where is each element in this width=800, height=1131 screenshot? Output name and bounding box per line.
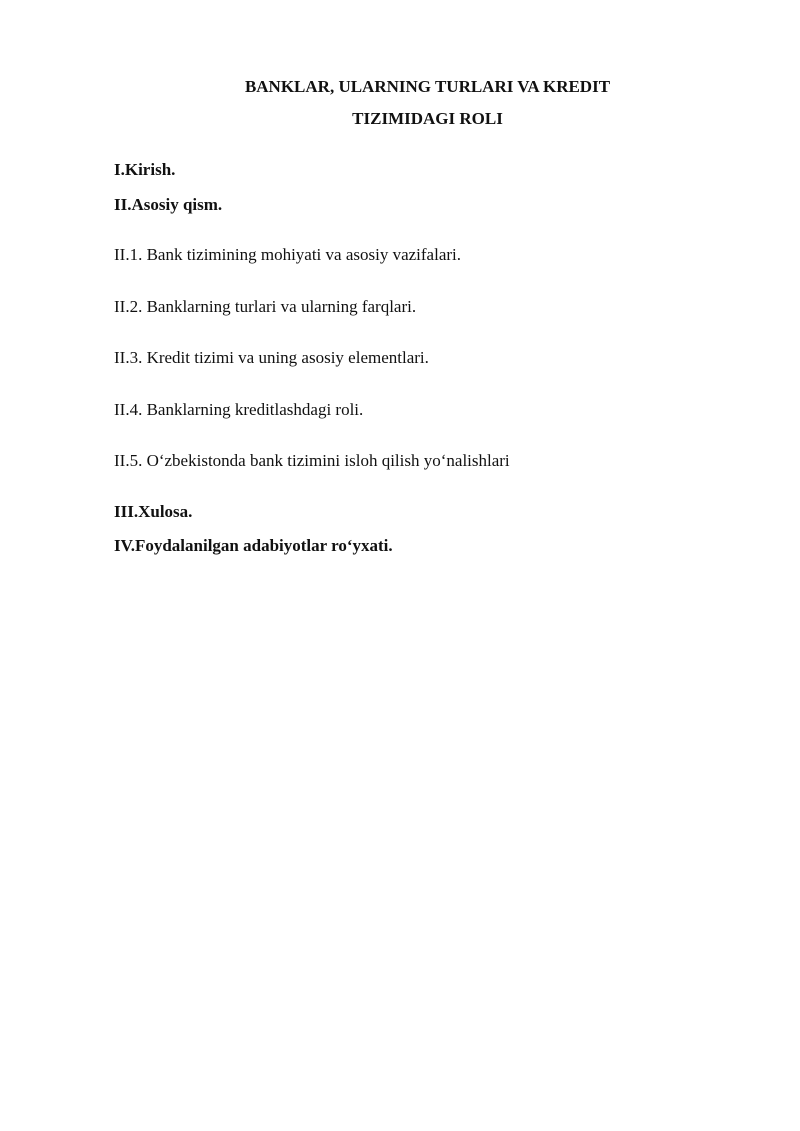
document-title-line-2: TIZIMIDAGI ROLI xyxy=(352,109,503,128)
toc-item-introduction: I.Kirish. xyxy=(114,160,176,179)
toc-item-2-1: II.1. Bank tizimining mohiyati va asosiy vazifalari. xyxy=(114,245,461,264)
toc-item-conclusion: III.Xulosa. xyxy=(114,502,193,521)
toc-item-2-4: II.4. Banklarning kreditlashdagi roli. xyxy=(114,400,364,419)
document-title-line-1: BANKLAR, ULARNING TURLARI VA KREDIT xyxy=(244,77,611,96)
toc-item-2-5: II.5. O‘zbekistonda bank tizimini isloh qilish yo‘nalishlari xyxy=(114,451,510,470)
toc-item-main-part: II.Asosiy qism. xyxy=(114,195,223,214)
toc-item-2-2: II.2. Banklarning turlari va ularning farqlari. xyxy=(114,297,417,316)
toc-item-2-3: II.3. Kredit tizimi va uning asosiy elementlari. xyxy=(114,348,429,367)
toc-item-references: IV.Foydalanilgan adabiyotlar ro‘yxati. xyxy=(114,536,393,555)
